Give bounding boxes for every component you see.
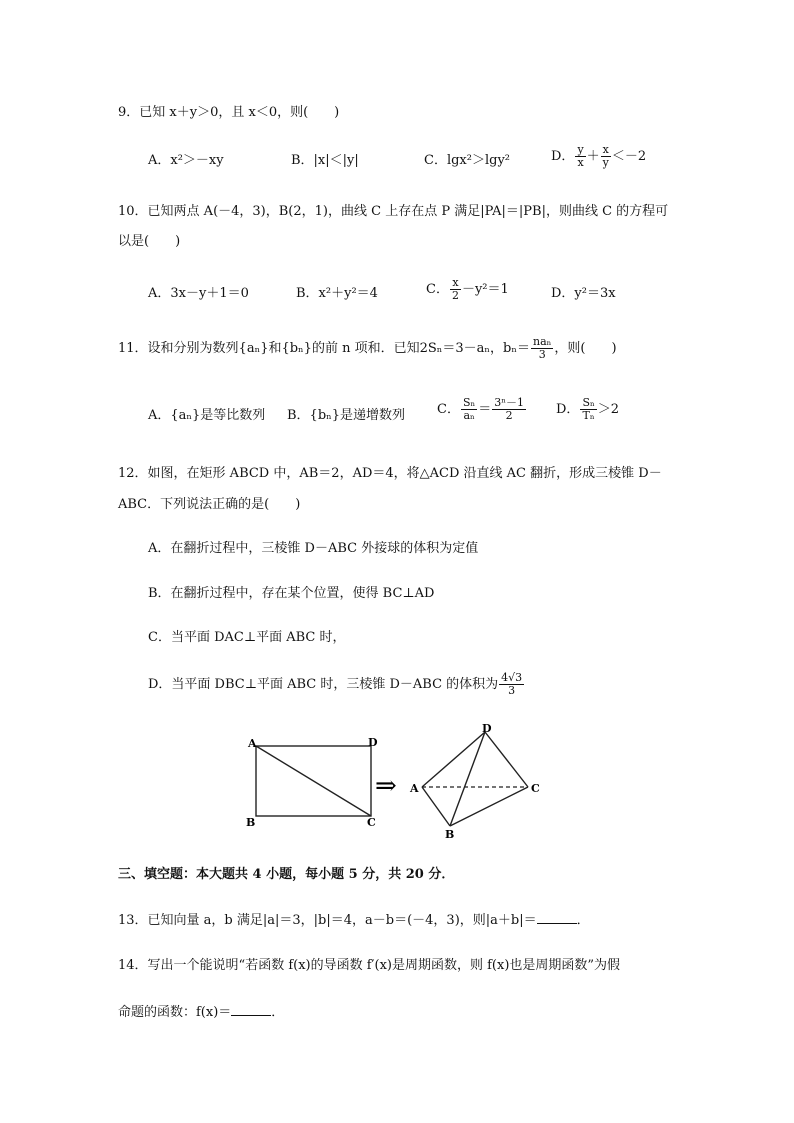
label-d-rect: D: [368, 736, 378, 749]
edge-dc: [485, 732, 528, 787]
q12-stem-line2: ABC．下列说法正确的是( ): [118, 497, 301, 512]
q10-option-c: C． $\frac{x}{2}$ －y²＝1: [426, 276, 509, 302]
label-c-tet: C: [531, 782, 540, 795]
q14-stem-line1: 14．写出一个能说明“若函数 f(x)的导函数 f′(x)是周期函数，则 f(x)也是周期函数”为假: [118, 958, 621, 973]
q11-stem: 11．设和分别为数列{aₙ}和{bₙ}的前 n 项和．已知2Sₙ＝3－aₙ，bₙ＝ $\frac{\text{naₙ}}{3}$ ，则( ): [118, 335, 617, 361]
q9-stem: 9．已知 x＋y＞0，且 x＜0，则( ): [118, 105, 340, 120]
q13-stem: 13．已知向量 a，b 满足|a|＝3，|b|＝4，a－b＝(－4，3)，则|a＋b|＝ ．: [118, 913, 590, 928]
label-b-rect: B: [246, 816, 256, 829]
q10-option-a: A．3x－y＋1＝0: [148, 286, 249, 301]
label-a-tet: A: [410, 782, 419, 795]
q11-option-c: C． $\frac{\text{Sₙ}}{\text{aₙ}}$ ＝ $\frac{\text{3ⁿ－1}}{2}$: [437, 396, 525, 422]
label-b-tet: B: [445, 828, 455, 841]
geometry-figure: [240, 722, 560, 842]
edge-ab: [422, 787, 450, 826]
q10-option-d: D．y²＝3x: [551, 286, 616, 301]
q9-option-a: A．x²＞－xy: [148, 153, 224, 168]
q12-option-d: D．当平面 DBC⊥平面 ABC 时，三棱锥 D－ABC 的体积为 $\frac{4√3}{3}$: [148, 671, 523, 697]
diagonal-ac: [256, 746, 371, 816]
q14-answer-blank[interactable]: [231, 1003, 271, 1016]
q9-option-d: D． $\frac{y}{x}$ ＋ $\frac{x}{y}$ ＜－2: [551, 143, 647, 169]
q9-option-c: C．lgx²＞lgy²: [424, 153, 511, 168]
label-c-rect: C: [367, 816, 376, 829]
q11-option-d: D． $\frac{\text{Sₙ}}{\text{Tₙ}}$ ＞2: [556, 396, 620, 422]
label-a-rect: A: [248, 737, 257, 750]
q9-option-b: B．|x|＜|y|: [291, 153, 359, 168]
q10-option-b: B．x²＋y²＝4: [296, 286, 378, 301]
label-d-tet: D: [482, 722, 492, 735]
q14-stem-line2: 命题的函数：f(x)＝ ．: [118, 1005, 285, 1020]
q12-option-c: C．当平面 DAC⊥平面 ABC 时，: [148, 630, 346, 645]
q10-stem-line1: 10．已知两点 A(－4，3)，B(2，1)，曲线 C 上存在点 P 满足|PA|＝|PB|，则曲线 C 的方程可: [118, 204, 669, 219]
edge-ad: [422, 732, 485, 787]
q12-option-b: B．在翻折过程中，存在某个位置，使得 BC⊥AD: [148, 586, 435, 601]
q10-stem-line2: 以是( ): [118, 234, 181, 249]
section-heading: 三、填空题：本大题共 4 小题，每小题 5 分，共 20 分．: [118, 867, 455, 882]
q11-option-a: A．{aₙ}是等比数列: [148, 408, 266, 423]
q12-option-a: A．在翻折过程中，三棱锥 D－ABC 外接球的体积为定值: [148, 541, 479, 556]
q11-option-b: B．{bₙ}是递增数列: [287, 408, 406, 423]
q13-answer-blank[interactable]: [537, 911, 577, 924]
q12-stem-line1: 12．如图，在矩形 ABCD 中，AB＝2，AD＝4，将△ACD 沿直线 AC 翻折，形成三棱锥 D－: [118, 466, 662, 481]
implies-arrow-icon: ⇒: [375, 771, 397, 801]
